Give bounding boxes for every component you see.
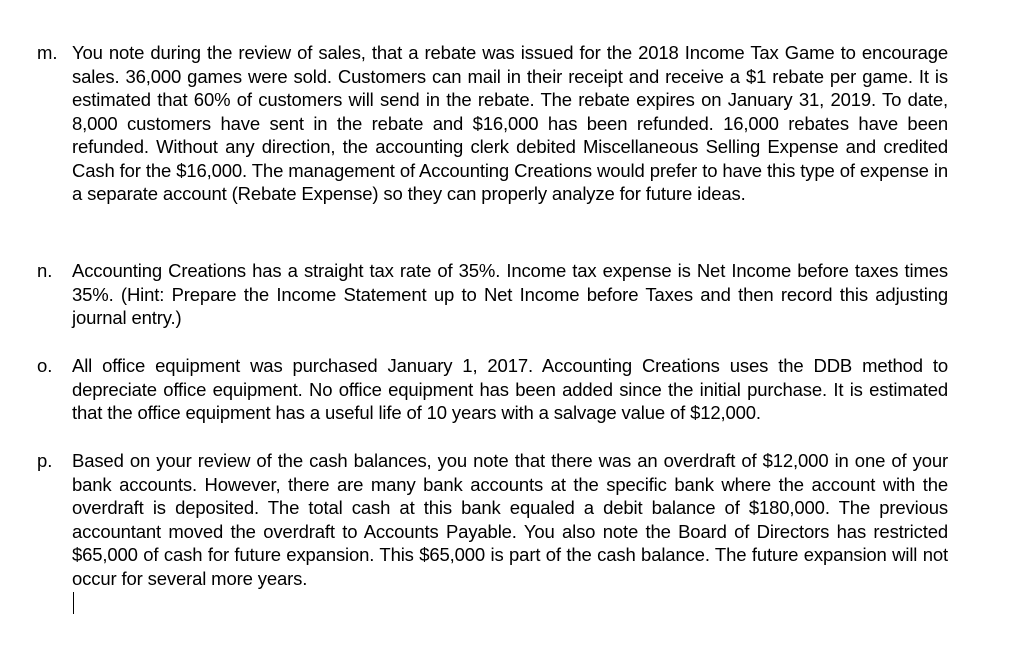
list-marker: p.: [37, 450, 53, 471]
list-item-text[interactable]: Based on your review of the cash balances, you note that there was an overdraft of $12,000 in one of your bank accounts. However, there are many bank accounts at the specific bank where the account with the overdraft is deposited. The total cash at this bank equaled a debit balance of $180,000. The previous accountant moved the overdraft to Accounts Payable. You also note the Board of Directors has restricted $65,000 of cash for future expansion. This $65,000 is part of the cash balance. The future expansion will not occur for several more years.: [72, 450, 948, 589]
list-item-text: All office equipment was purchased January 1, 2017. Accounting Creations uses the DDB method to depreciate office equipment. No office equipment has been added since the initial purchase. It is estimated that the office equipment has a useful life of 10 years with a salvage value of $12,000.: [72, 355, 948, 423]
list-marker: m.: [37, 42, 58, 63]
list-marker: o.: [37, 355, 53, 376]
list-item-text: You note during the review of sales, that a rebate was issued for the 2018 Income Tax Game to encourage sales. 36,000 games were sold. Customers can mail in their receipt and receive a $1 rebate per game. It is estimated that 60% of customers will send in the rebate. The rebate expires on January 31, 2019. To date, 8,000 customers have sent in the rebate and $16,000 has been refunded. 16,000 rebates have been refunded. Without any direction, the accounting clerk debited Miscellaneous Selling Expense and credited Cash for the $16,000. The management of Accounting Creations would prefer to have this type of expense in a separate account (Rebate Expense) so they can properly analyze for future ideas.: [72, 42, 948, 204]
list-marker: n.: [37, 260, 53, 281]
list-item-text: Accounting Creations has a straight tax rate of 35%. Income tax expense is Net Income before taxes times 35%. (Hint: Prepare the Income Statement up to Net Income before Taxes and then record this adjusting journal entry.): [72, 260, 948, 328]
text-cursor[interactable]: [73, 592, 74, 614]
